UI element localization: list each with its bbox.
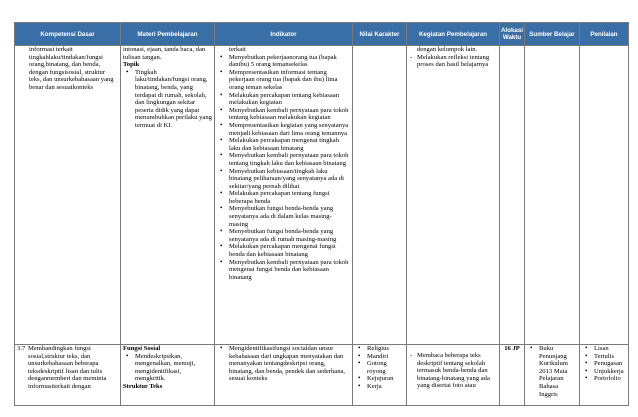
kd-text: Membandingkan fungsi sosial,struktur teks, dan unsurkebahasaan beberapa teksdeskriptif lisan dan tulis denganmemberi dan meminta informasiterkait dengan	[28, 345, 107, 390]
list-item: • Melakukan percakapan mengenai fungsi benda dan kebiasaan binatang	[229, 243, 350, 258]
penilaian-list	[582, 345, 626, 383]
list-item: • Tertulis	[594, 353, 626, 361]
kd-cell	[15, 345, 121, 406]
table-row	[15, 345, 629, 406]
list-item: • Mandiri	[367, 353, 404, 361]
list-item: • Unjukkerja	[594, 368, 626, 376]
list-item: • Tingkah laku/tindakan/fungsi orang, binatang, benda, yang terdapat di rumah, sekolah, dan lingkungan sekitar peserta didik yang dapat menumbuhkan perilaku yang termuat di KI.	[135, 69, 212, 130]
penilaian-cell	[580, 46, 629, 345]
list-item: • Menyebutkan kembali pernyataan para tokoh mengenai fungsi benda dan kebiasaan binatang	[229, 259, 350, 282]
list-item: • Menyebutkan kebiasaan/tingkah laku binatang peliharaan/yang senyatanya ada di sekitar/yang pernah dilihat	[229, 168, 350, 191]
materi-topik-label: Topik	[123, 61, 140, 69]
materi-list	[123, 353, 212, 383]
list-item: • Menyebutkan fungsi benda-benda yang senyatanya ada di rumah masing-masing	[229, 228, 350, 243]
materi-title-2: Struktur Teks	[123, 382, 163, 390]
indikator-list	[217, 345, 350, 383]
kd-number: 3.7	[17, 345, 26, 352]
alokasi-value: 16 JP	[504, 345, 520, 352]
list-item: • Buku Penunjang Kurikulum 2013 Mata Pelajaran Bahasa Inggris	[539, 345, 577, 398]
sumber-cell	[525, 46, 580, 345]
materi-list	[123, 69, 212, 130]
sumber-cell	[525, 345, 580, 406]
header-sumber-belajar: Sumber Belajar	[525, 23, 580, 46]
list-item: • Kerja	[367, 383, 404, 391]
materi-cell	[121, 345, 215, 406]
indikator-cell	[215, 345, 353, 406]
list-item: • Mendeskripsikan, mengenalkan, memuji, mengidentifikasi, mengkritik.	[135, 353, 212, 383]
table-row	[15, 46, 629, 345]
kegiatan-list	[409, 352, 497, 390]
header-kompetensi-dasar: Kompetensi Dasar	[15, 23, 121, 46]
list-item: • Mempresentasikan informasi tentang pekerjaan orang tua (bapak dan ibu) lima orang teman sekelas	[229, 69, 350, 92]
list-item: • Mempresentasikan kegiatan yang senyatanya menjadi kebiasaan dari lima orang temannya	[229, 122, 350, 137]
list-item: • Menyebutkan pekerjaanorang tua (bapak danibu) 5 orang temansekelas	[229, 54, 350, 69]
alokasi-cell	[500, 46, 525, 345]
list-item: • Melakukan percakapan mengenai tingkah laku dan kebiasaan binatang	[229, 137, 350, 152]
nilai-list	[355, 345, 404, 391]
indikator-cell	[215, 46, 353, 345]
header-materi: Materi Pembelajaran	[121, 23, 215, 46]
list-item: • Melakukan percakapan tentang fungsi beberapa benda	[229, 190, 350, 205]
list-item: • Kejujuran	[367, 375, 404, 383]
kegiatan-cell	[407, 345, 500, 406]
nilai-cell	[353, 345, 407, 406]
kd-cell	[15, 46, 121, 345]
header-penilaian: Penilaian	[580, 23, 629, 46]
list-item: • Melakukan percakapan tentang kebiasaan melakukan kegiatan	[229, 92, 350, 107]
sumber-list	[527, 345, 577, 398]
materi-intro: intonasi, ejaan, tanda baca, dan tulisan tangan.	[123, 46, 206, 61]
header-nilai-karakter: Nilai Karakter	[353, 23, 407, 46]
penilaian-cell	[580, 345, 629, 406]
list-item: - Melakukan refleksi tentang proses dan hasil belajarnya	[417, 54, 497, 69]
list-item: • Religius	[367, 345, 404, 353]
table-header-row	[15, 23, 629, 46]
header-indikator: Indikator	[215, 23, 353, 46]
header-alokasi: Alokasi Waktu	[500, 23, 525, 46]
list-item: • Mengidentifikasifungsi socialdan unsur kebahasaan dari ungkapan menyatakan dan menanyakan tentangdeskripsi orang, binatang, dan benda, pendek dan sederhana, sesuai konteks	[229, 345, 350, 383]
kd-text: informasi terkait tingkahlaku/tindakan/fungsi orang,binatang, dan benda, dengan fungsisosial, struktur teks, dan unsurkebahasaan yang benar dan sesuaikonteks	[29, 46, 114, 91]
list-item: • Menyebutkan kembali pernyataan para tokoh tentang kebiasaan melakukan kegiatan	[229, 107, 350, 122]
indikator-intro: terkait	[229, 46, 246, 53]
list-item: • Menyebutkan kembali pernyataan para tokoh tentang tingkah laku dan kebiasaan binatang	[229, 152, 350, 167]
nilai-cell	[353, 46, 407, 345]
syllabus-table	[14, 22, 629, 406]
header-kegiatan: Kegiatan Pembelajaran	[407, 23, 500, 46]
kegiatan-intro: dengan kelompok lain.	[417, 46, 478, 53]
list-item: • Lisan	[594, 345, 626, 353]
list-item: • Gotong royong	[367, 360, 404, 375]
kegiatan-list	[409, 54, 497, 69]
list-item: • Menyebutkan fungsi benda-benda yang senyatanya ada di dalam kelas masing-masing	[229, 205, 350, 228]
alokasi-cell	[500, 345, 525, 406]
list-item: • Penugasan	[594, 360, 626, 368]
materi-title: Fungsi Sosial	[123, 345, 161, 352]
list-item: • Portofolio	[594, 375, 626, 383]
list-item: - Membaca beberapa teks deskriptif tentang sekolah termasuk benda-benda dan binatang-binatang yang ada yang disertai foto atau	[417, 352, 497, 390]
indikator-list	[217, 54, 350, 282]
kegiatan-cell	[407, 46, 500, 345]
materi-cell	[121, 46, 215, 345]
